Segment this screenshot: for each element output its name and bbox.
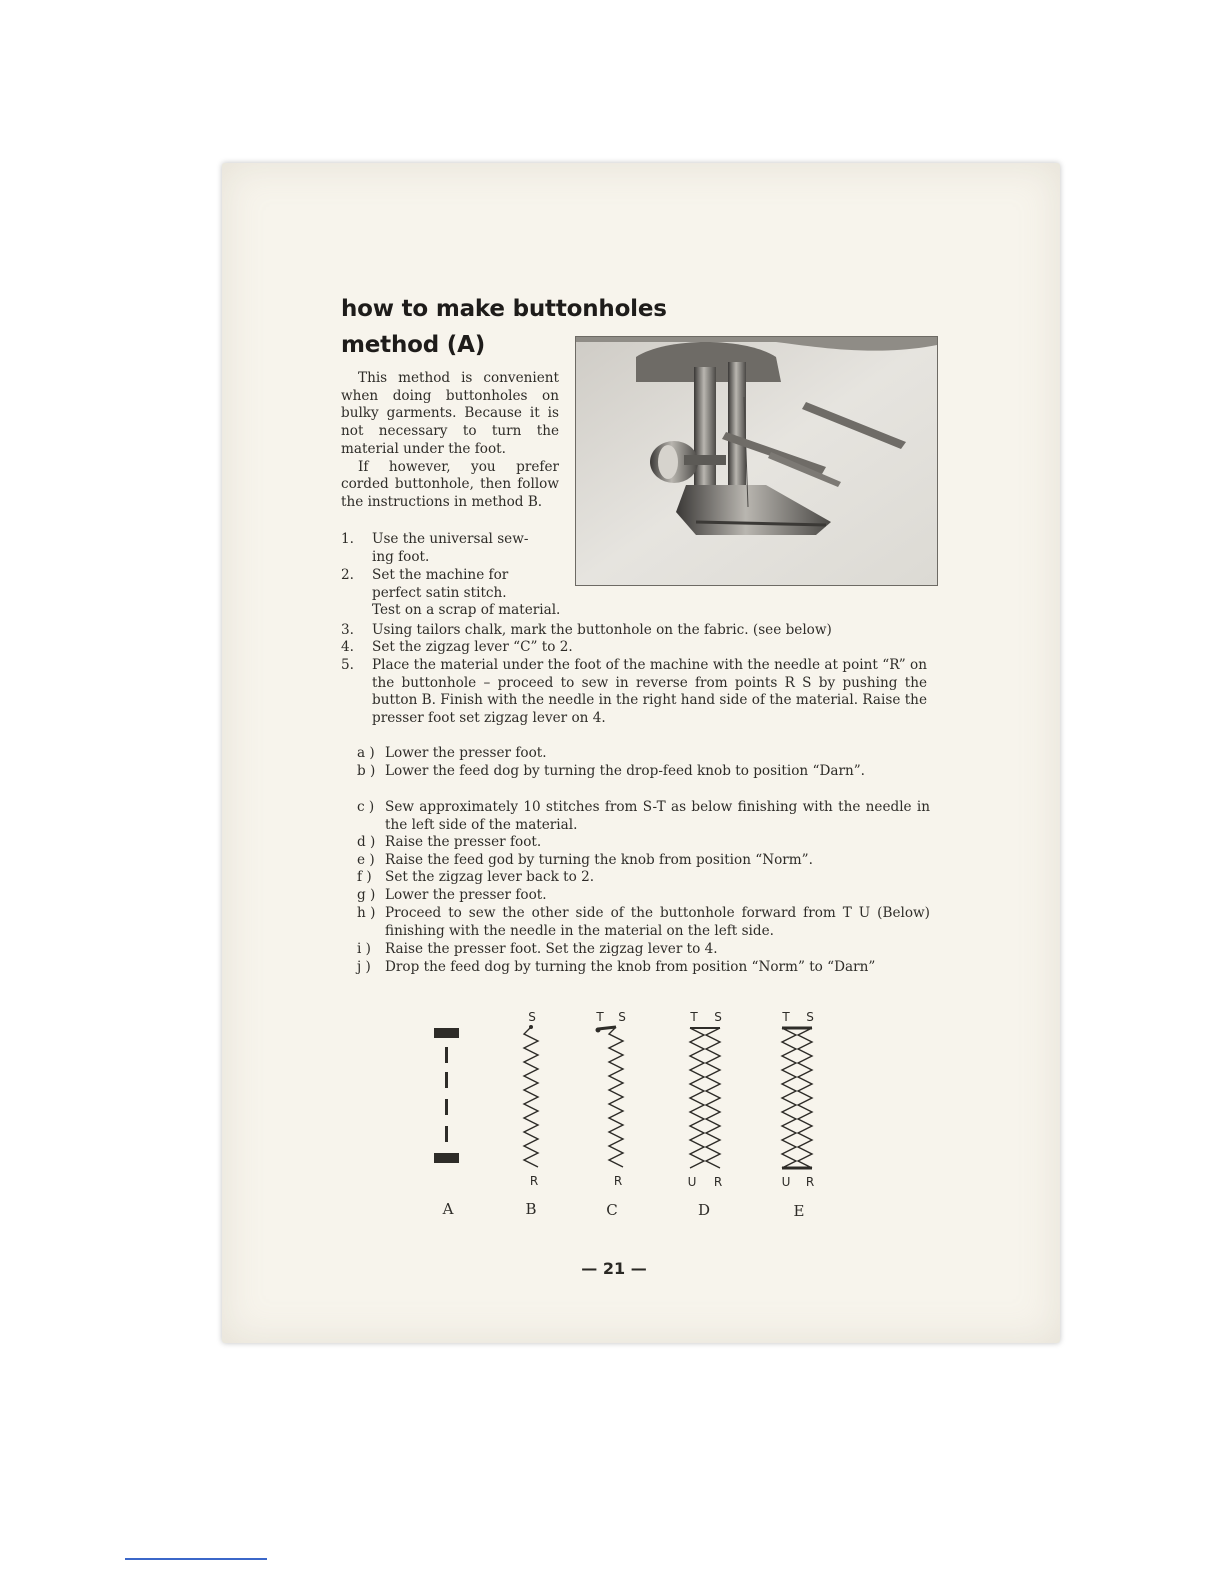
label-t: T: [596, 1010, 604, 1024]
substep-label: b ): [357, 763, 376, 779]
diagram-a-chalk-mark: [434, 1028, 459, 1163]
substep-label: e ): [357, 852, 375, 868]
label-r: R: [713, 1175, 723, 1189]
page-number-text: — 21 —: [581, 1259, 647, 1278]
diagram-b-zigzag: [524, 1010, 538, 1188]
label-u: U: [687, 1175, 697, 1189]
page-title: how to make buttonholes: [341, 296, 667, 322]
page-number: [0, 1259, 1224, 1278]
substep-label: d ): [357, 834, 376, 850]
step-number: 1.: [341, 531, 354, 547]
caption-c: C: [606, 1201, 618, 1219]
caption-a: A: [442, 1200, 454, 1218]
step-line: Use the universal sew-: [372, 531, 529, 547]
step-line: perfect satin stitch.: [372, 584, 507, 601]
substep-text: Sew approximately 10 stitches from S-T as below finishing with the needle in the left side of the material.: [385, 799, 930, 833]
substep-text: Lower the feed dog by turning the drop-feed knob to position “Darn”.: [385, 763, 865, 779]
step-number: 3.: [341, 622, 354, 638]
label-r: R: [613, 1174, 623, 1188]
substep-label: i ): [357, 941, 371, 957]
page-subtitle: method (A): [341, 332, 486, 358]
step-text: Using tailors chalk, mark the buttonhole on the fabric. (see below): [372, 622, 832, 638]
presser-foot-photo: [575, 336, 938, 586]
step-2: [341, 567, 641, 621]
label-s: S: [618, 1010, 626, 1024]
step-text: Place the material under the foot of the machine with the needle at point “R” on the buttonhole – proceed to sew in reverse from points R S by pushing the button B. Finish with the needle in the right hand side of the material. Raise the presser foot set zigzag lever on 4.: [372, 657, 927, 727]
substep-label: g ): [357, 887, 376, 903]
substep-text: Raise the presser foot. Set the zigzag lever to 4.: [385, 941, 718, 957]
substep-text: Drop the feed dog by turning the knob from position “Norm” to “Darn”: [385, 959, 876, 975]
caption-b: B: [525, 1200, 537, 1218]
step-text: Set the zigzag lever “C” to 2.: [372, 639, 573, 655]
diagram-c-zigzag: [595, 1010, 625, 1188]
label-r: R: [805, 1175, 815, 1189]
substep-label: j ): [357, 959, 371, 975]
substep-text: Lower the presser foot.: [385, 887, 547, 903]
diagram-e-finished-buttonhole: [781, 1010, 814, 1189]
diagram-d-double-zigzag: [688, 1010, 723, 1189]
intro-paragraph-1: This method is convenient when doing buttonholes on bulky garments. Because it is not necessary to turn the material under the foot.: [341, 370, 559, 457]
substep-text: Lower the presser foot.: [385, 745, 547, 761]
label-r: R: [529, 1174, 539, 1188]
substep-text: Proceed to sew the other side of the buttonhole forward from T U (Below) finishing with the needle in the material on the left side.: [385, 905, 930, 939]
buttonhole-diagram: [400, 1005, 860, 1235]
caption-e: E: [793, 1202, 805, 1220]
label-s: S: [806, 1010, 814, 1024]
substep-label: c ): [357, 799, 375, 815]
step-line: Test on a scrap of material.: [372, 602, 561, 619]
caption-d: D: [697, 1201, 711, 1219]
step-number: 2.: [341, 567, 354, 583]
step-line: Set the machine for: [372, 567, 509, 583]
label-t: T: [690, 1010, 698, 1024]
intro-paragraph-2: If however, you prefer corded buttonhole, then follow the instructions in method B.: [341, 458, 559, 510]
substep-label: a ): [357, 745, 375, 761]
label-s: S: [714, 1010, 722, 1024]
substep-text: Raise the presser foot.: [385, 834, 542, 850]
step-number: 4.: [341, 639, 354, 655]
step-number: 5.: [341, 657, 354, 673]
label-s: S: [528, 1010, 536, 1024]
step-1: [341, 531, 561, 567]
substep-text: Raise the feed god by turning the knob from position “Norm”.: [385, 852, 813, 868]
step-line: ing foot.: [372, 548, 430, 565]
link-underline[interactable]: [125, 1558, 267, 1560]
label-u: U: [781, 1175, 791, 1189]
substep-text: Set the zigzag lever back to 2.: [385, 869, 595, 885]
label-t: T: [782, 1010, 790, 1024]
substep-label: f ): [357, 869, 372, 885]
intro-text: [341, 370, 559, 512]
substep-label: h ): [357, 905, 376, 921]
